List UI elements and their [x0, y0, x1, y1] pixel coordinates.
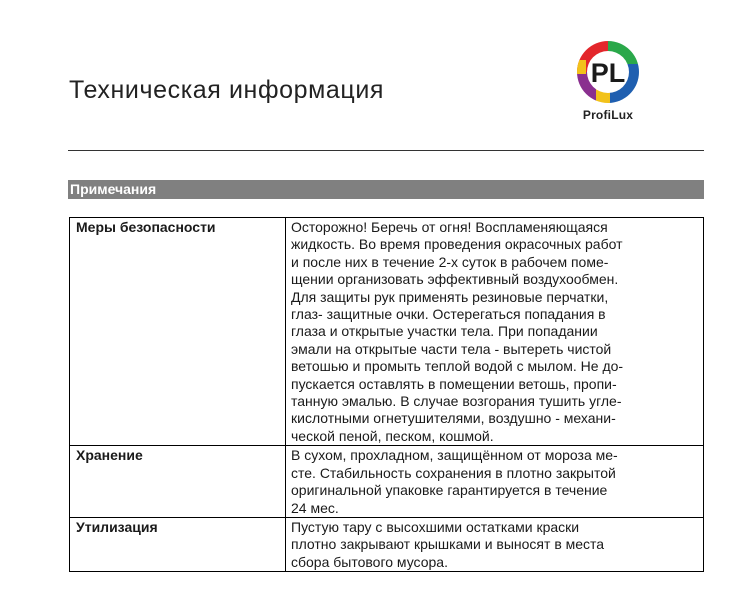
text-line: и после них в течение 2-х суток в рабочем поме-: [291, 253, 609, 270]
text-line: Для защиты рук применять резиновые перчатки,: [291, 288, 609, 305]
row-text: [286, 517, 704, 571]
text-line: оригинальной упаковке гарантируется в течение: [291, 482, 608, 499]
text-line: жидкость. Во время проведения окрасочных работ: [291, 236, 623, 253]
logo-initials: PL: [590, 58, 626, 88]
text-line: 24 мес.: [291, 499, 339, 516]
table-row-storage: [70, 446, 704, 518]
text-line: ветошью и промыть теплой водой с мылом. Не до-: [291, 358, 624, 375]
text-line: Пустую тару с высохшими остатками краски: [291, 518, 580, 535]
table-row-safety: [70, 218, 704, 446]
text-line: сбора бытового мусора.: [291, 553, 448, 570]
row-text: [286, 218, 704, 446]
profilux-logo-emblem-icon: [576, 40, 640, 106]
text-line: кислотными огнетушителями, воздушно - механи-: [291, 410, 616, 427]
text-line: В сухом, прохладном, защищённом от мороза ме-: [291, 447, 618, 464]
document-title: Техническая информация: [69, 76, 385, 104]
row-label: Хранение: [70, 446, 286, 518]
text-line: щении организовать эффективный воздухообмен.: [291, 271, 619, 288]
text-line: танную эмалью. В случае возгорания тушить угле-: [291, 393, 622, 410]
table-row-disposal: [70, 517, 704, 571]
text-line: плотно закрывают крышками и выносят в места: [291, 536, 605, 553]
logo-brand-name: ProfiLux: [582, 108, 634, 122]
text-line: ческой пеной, песком, кошмой.: [291, 427, 494, 444]
profilux-logo: [572, 40, 644, 124]
text-line: глаза и открытые участки тела. При попадании: [291, 323, 598, 340]
row-text: [286, 446, 704, 518]
text-line: глаз- защитные очки. Остерегаться попадания в: [291, 306, 606, 323]
row-label: Утилизация: [70, 517, 286, 571]
notes-table: [69, 217, 704, 572]
text-line: Осторожно! Беречь от огня! Воспламеняющаяся: [291, 219, 608, 235]
text-line: сте. Стабильность сохранения в плотно закрытой: [291, 464, 616, 481]
header-divider: [68, 150, 704, 151]
row-label: Меры безопасности: [70, 218, 286, 446]
text-line: эмали на открытые части тела - вытереть чистой: [291, 340, 612, 357]
text-line: пускается оставлять в помещении ветошь, пропи-: [291, 375, 617, 392]
section-title-bar: Примечания: [68, 180, 704, 199]
